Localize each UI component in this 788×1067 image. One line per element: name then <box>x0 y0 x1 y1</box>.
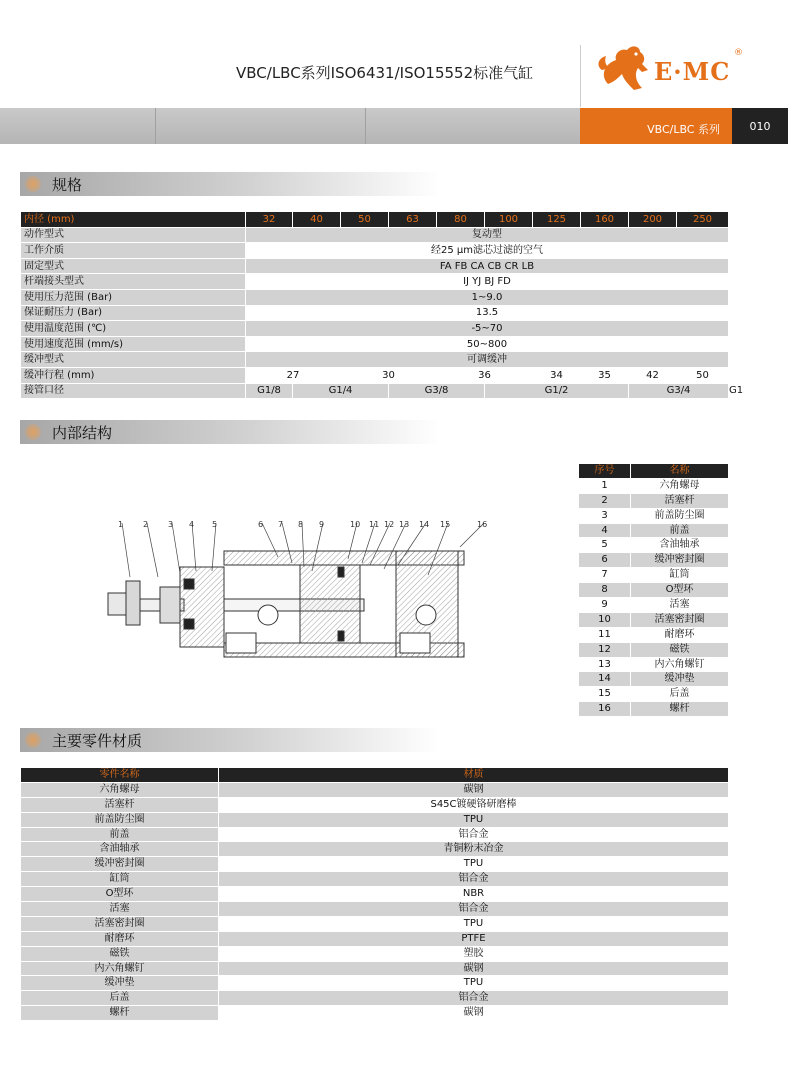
materials-row <box>21 782 729 797</box>
spec-label: 使用速度范围 (mm/s) <box>21 336 246 352</box>
bore-value: 50 <box>341 212 389 228</box>
parts-row <box>579 657 729 672</box>
callout-label: 6 <box>258 520 264 529</box>
material-value: 铝合金 <box>219 902 729 917</box>
material-value: NBR <box>219 887 729 902</box>
spec-row <box>21 227 729 243</box>
part-number: 2 <box>579 493 631 508</box>
parts-row <box>579 672 729 687</box>
spec-value: IJ YJ BJ FD <box>246 274 729 290</box>
callout-label: 9 <box>319 520 325 529</box>
material-value: 碳钢 <box>219 961 729 976</box>
callout-label: 12 <box>384 520 395 529</box>
cylinder-cross-section-drawing <box>100 515 500 670</box>
material-value: 塑胶 <box>219 946 729 961</box>
part-number: 16 <box>579 702 631 717</box>
page-number: 010 <box>749 120 771 133</box>
stroke-value: 35 <box>581 367 629 383</box>
port-row: 接管口径 G1/8 G1/4 G3/8 G1/2 G3/4 G1 <box>21 383 729 399</box>
stroke-value: 34 <box>533 367 581 383</box>
parts-row <box>579 478 729 493</box>
spec-row <box>21 274 729 290</box>
port-value: G1/4 <box>293 383 389 399</box>
spec-label: 使用压力范围 (Bar) <box>21 289 246 305</box>
bore-value: 125 <box>533 212 581 228</box>
section-header-structure <box>20 420 440 444</box>
material-value: 碳钢 <box>219 782 729 797</box>
materials-table <box>20 767 729 1021</box>
materials-row <box>21 931 729 946</box>
bore-value: 100 <box>485 212 533 228</box>
column-header: 材质 <box>219 768 729 783</box>
bore-value: 32 <box>246 212 293 228</box>
stroke-value: 42 <box>629 367 677 383</box>
spec-row <box>21 336 729 352</box>
header-divider <box>580 45 581 107</box>
bore-value: 63 <box>389 212 437 228</box>
materials-row <box>21 902 729 917</box>
part-name: 内六角螺钉 <box>21 961 219 976</box>
materials-row <box>21 946 729 961</box>
registered-mark: ® <box>734 48 743 58</box>
spec-label: 固定型式 <box>21 258 246 274</box>
parts-row <box>579 687 729 702</box>
part-name: 活塞杆 <box>631 493 729 508</box>
document-title: VBC/LBC系列ISO6431/ISO15552标准气缸 <box>236 64 534 82</box>
part-name: 耐磨环 <box>631 627 729 642</box>
part-number: 10 <box>579 612 631 627</box>
parts-row <box>579 553 729 568</box>
part-name: 前盖 <box>21 827 219 842</box>
bore-label: 内径 (mm) <box>21 212 246 228</box>
part-name: 内六角螺钉 <box>631 657 729 672</box>
section-header-spec <box>20 172 440 196</box>
part-number: 4 <box>579 523 631 538</box>
part-number: 14 <box>579 672 631 687</box>
section-title: 内部结构 <box>52 424 113 442</box>
section-bullet-icon <box>25 424 41 440</box>
stroke-value: 30 <box>341 367 437 383</box>
material-value: TPU <box>219 916 729 931</box>
parts-row <box>579 508 729 523</box>
part-name: 缓冲密封圈 <box>21 857 219 872</box>
callout-label: 7 <box>278 520 284 529</box>
stroke-row <box>21 367 729 383</box>
spec-row <box>21 258 729 274</box>
callout-label: 15 <box>440 520 451 529</box>
callout-label: 14 <box>419 520 430 529</box>
callout-label: 2 <box>143 520 149 529</box>
port-value: G1/8 <box>246 383 293 399</box>
part-name: 六角螺母 <box>21 782 219 797</box>
material-value: 青铜粉末冶金 <box>219 842 729 857</box>
parts-row <box>579 598 729 613</box>
part-name: 螺杆 <box>21 1006 219 1021</box>
part-name: 活塞 <box>21 902 219 917</box>
part-name: 缓冲垫 <box>21 976 219 991</box>
part-number: 12 <box>579 642 631 657</box>
spec-value: 1~9.0 <box>246 289 729 305</box>
callout-label: 8 <box>298 520 304 529</box>
materials-row <box>21 872 729 887</box>
part-number: 7 <box>579 568 631 583</box>
stroke-value: 50 <box>677 367 729 383</box>
part-number: 9 <box>579 598 631 613</box>
materials-header-row <box>21 768 729 783</box>
materials-row <box>21 887 729 902</box>
part-number: 8 <box>579 583 631 598</box>
part-name: O型环 <box>631 583 729 598</box>
part-name: 活塞密封圈 <box>21 916 219 931</box>
material-value: TPU <box>219 857 729 872</box>
band-divider <box>155 108 156 144</box>
materials-row <box>21 857 729 872</box>
part-number: 13 <box>579 657 631 672</box>
material-value: PTFE <box>219 931 729 946</box>
part-name: 后盖 <box>21 991 219 1006</box>
part-name: 缓冲垫 <box>631 672 729 687</box>
part-number: 1 <box>579 478 631 493</box>
callout-label: 13 <box>399 520 410 529</box>
parts-list-table <box>578 463 729 717</box>
material-value: 铝合金 <box>219 827 729 842</box>
bore-value: 250 <box>677 212 729 228</box>
material-value: TPU <box>219 812 729 827</box>
materials-row <box>21 842 729 857</box>
column-header: 名称 <box>631 464 729 479</box>
part-name: 耐磨环 <box>21 931 219 946</box>
materials-row <box>21 916 729 931</box>
parts-row <box>579 612 729 627</box>
parts-row <box>579 702 729 717</box>
spec-value: -5~70 <box>246 321 729 337</box>
parts-row <box>579 523 729 538</box>
header-band <box>0 108 580 144</box>
port-value: G1/2 <box>485 383 629 399</box>
spec-label: 使用温度范围 (℃) <box>21 321 246 337</box>
part-name: 磁铁 <box>631 642 729 657</box>
materials-row <box>21 961 729 976</box>
parts-row <box>579 627 729 642</box>
spec-row <box>21 289 729 305</box>
part-name: 活塞 <box>631 598 729 613</box>
material-value: TPU <box>219 976 729 991</box>
spec-label: 缓冲型式 <box>21 352 246 368</box>
materials-row <box>21 827 729 842</box>
part-name: 含油轴承 <box>631 538 729 553</box>
column-header: 序号 <box>579 464 631 479</box>
materials-row <box>21 976 729 991</box>
parts-row <box>579 568 729 583</box>
part-name: O型环 <box>21 887 219 902</box>
spec-label: 杆端接头型式 <box>21 274 246 290</box>
stroke-value: 36 <box>437 367 533 383</box>
spec-value: 50~800 <box>246 336 729 352</box>
section-header-materials <box>20 728 440 752</box>
section-title: 规格 <box>52 176 83 194</box>
part-name: 缓冲密封圈 <box>631 553 729 568</box>
bore-value: 80 <box>437 212 485 228</box>
spec-value: 13.5 <box>246 305 729 321</box>
port-value: G3/4 <box>629 383 729 399</box>
spec-label: 工作介质 <box>21 243 246 259</box>
section-bullet-icon <box>25 732 41 748</box>
column-header: 零件名称 <box>21 768 219 783</box>
part-number: 11 <box>579 627 631 642</box>
spec-value: FA FB CA CB CR LB <box>246 258 729 274</box>
materials-row <box>21 797 729 812</box>
materials-row <box>21 991 729 1006</box>
part-name: 含油轴承 <box>21 842 219 857</box>
callout-label: 11 <box>369 520 380 529</box>
spec-label: 保证耐压力 (Bar) <box>21 305 246 321</box>
spec-value: 复动型 <box>246 227 729 243</box>
callout-label: 5 <box>212 520 218 529</box>
series-label: VBC/LBC 系列 <box>647 123 720 136</box>
callout-label: 3 <box>168 520 174 529</box>
spec-header-row <box>21 212 729 228</box>
callout-label: 1 <box>118 520 124 529</box>
part-name: 前盖防尘圈 <box>631 508 729 523</box>
material-value: S45C镀硬铬研磨棒 <box>219 797 729 812</box>
parts-row <box>579 538 729 553</box>
spec-row <box>21 352 729 368</box>
material-value: 铝合金 <box>219 872 729 887</box>
part-name: 活塞密封圈 <box>631 612 729 627</box>
callout-label: 10 <box>350 520 361 529</box>
port-value: G3/8 <box>389 383 485 399</box>
materials-row <box>21 812 729 827</box>
spec-label: 动作型式 <box>21 227 246 243</box>
band-divider <box>365 108 366 144</box>
parts-row <box>579 493 729 508</box>
bore-value: 200 <box>629 212 677 228</box>
materials-row <box>21 1006 729 1021</box>
part-name: 前盖 <box>631 523 729 538</box>
part-number: 5 <box>579 538 631 553</box>
part-name: 磁铁 <box>21 946 219 961</box>
spec-row <box>21 321 729 337</box>
part-name: 后盖 <box>631 687 729 702</box>
callout-label: 4 <box>189 520 195 529</box>
material-value: 铝合金 <box>219 991 729 1006</box>
part-name: 前盖防尘圈 <box>21 812 219 827</box>
part-number: 3 <box>579 508 631 523</box>
callout-label: 16 <box>477 520 488 529</box>
brand-name: E·MC <box>654 57 731 86</box>
bore-value: 40 <box>293 212 341 228</box>
material-value: 碳钢 <box>219 1006 729 1021</box>
part-number: 15 <box>579 687 631 702</box>
part-name: 六角螺母 <box>631 478 729 493</box>
spec-row <box>21 305 729 321</box>
bore-value: 160 <box>581 212 629 228</box>
spec-label: 接管口径 <box>21 383 246 399</box>
spec-value: 可调缓冲 <box>246 352 729 368</box>
section-title: 主要零件材质 <box>52 732 143 750</box>
spec-row <box>21 243 729 259</box>
section-bullet-icon <box>25 176 41 192</box>
spec-table <box>20 211 744 399</box>
part-name: 活塞杆 <box>21 797 219 812</box>
spec-label: 缓冲行程 (mm) <box>21 367 246 383</box>
stroke-value: 27 <box>246 367 341 383</box>
parts-row <box>579 642 729 657</box>
part-name: 螺杆 <box>631 702 729 717</box>
parts-row <box>579 583 729 598</box>
spec-value: 经25 μm滤芯过滤的空气 <box>246 243 729 259</box>
part-name: 缸筒 <box>631 568 729 583</box>
part-number: 6 <box>579 553 631 568</box>
part-name: 缸筒 <box>21 872 219 887</box>
parts-header-row <box>579 464 729 479</box>
